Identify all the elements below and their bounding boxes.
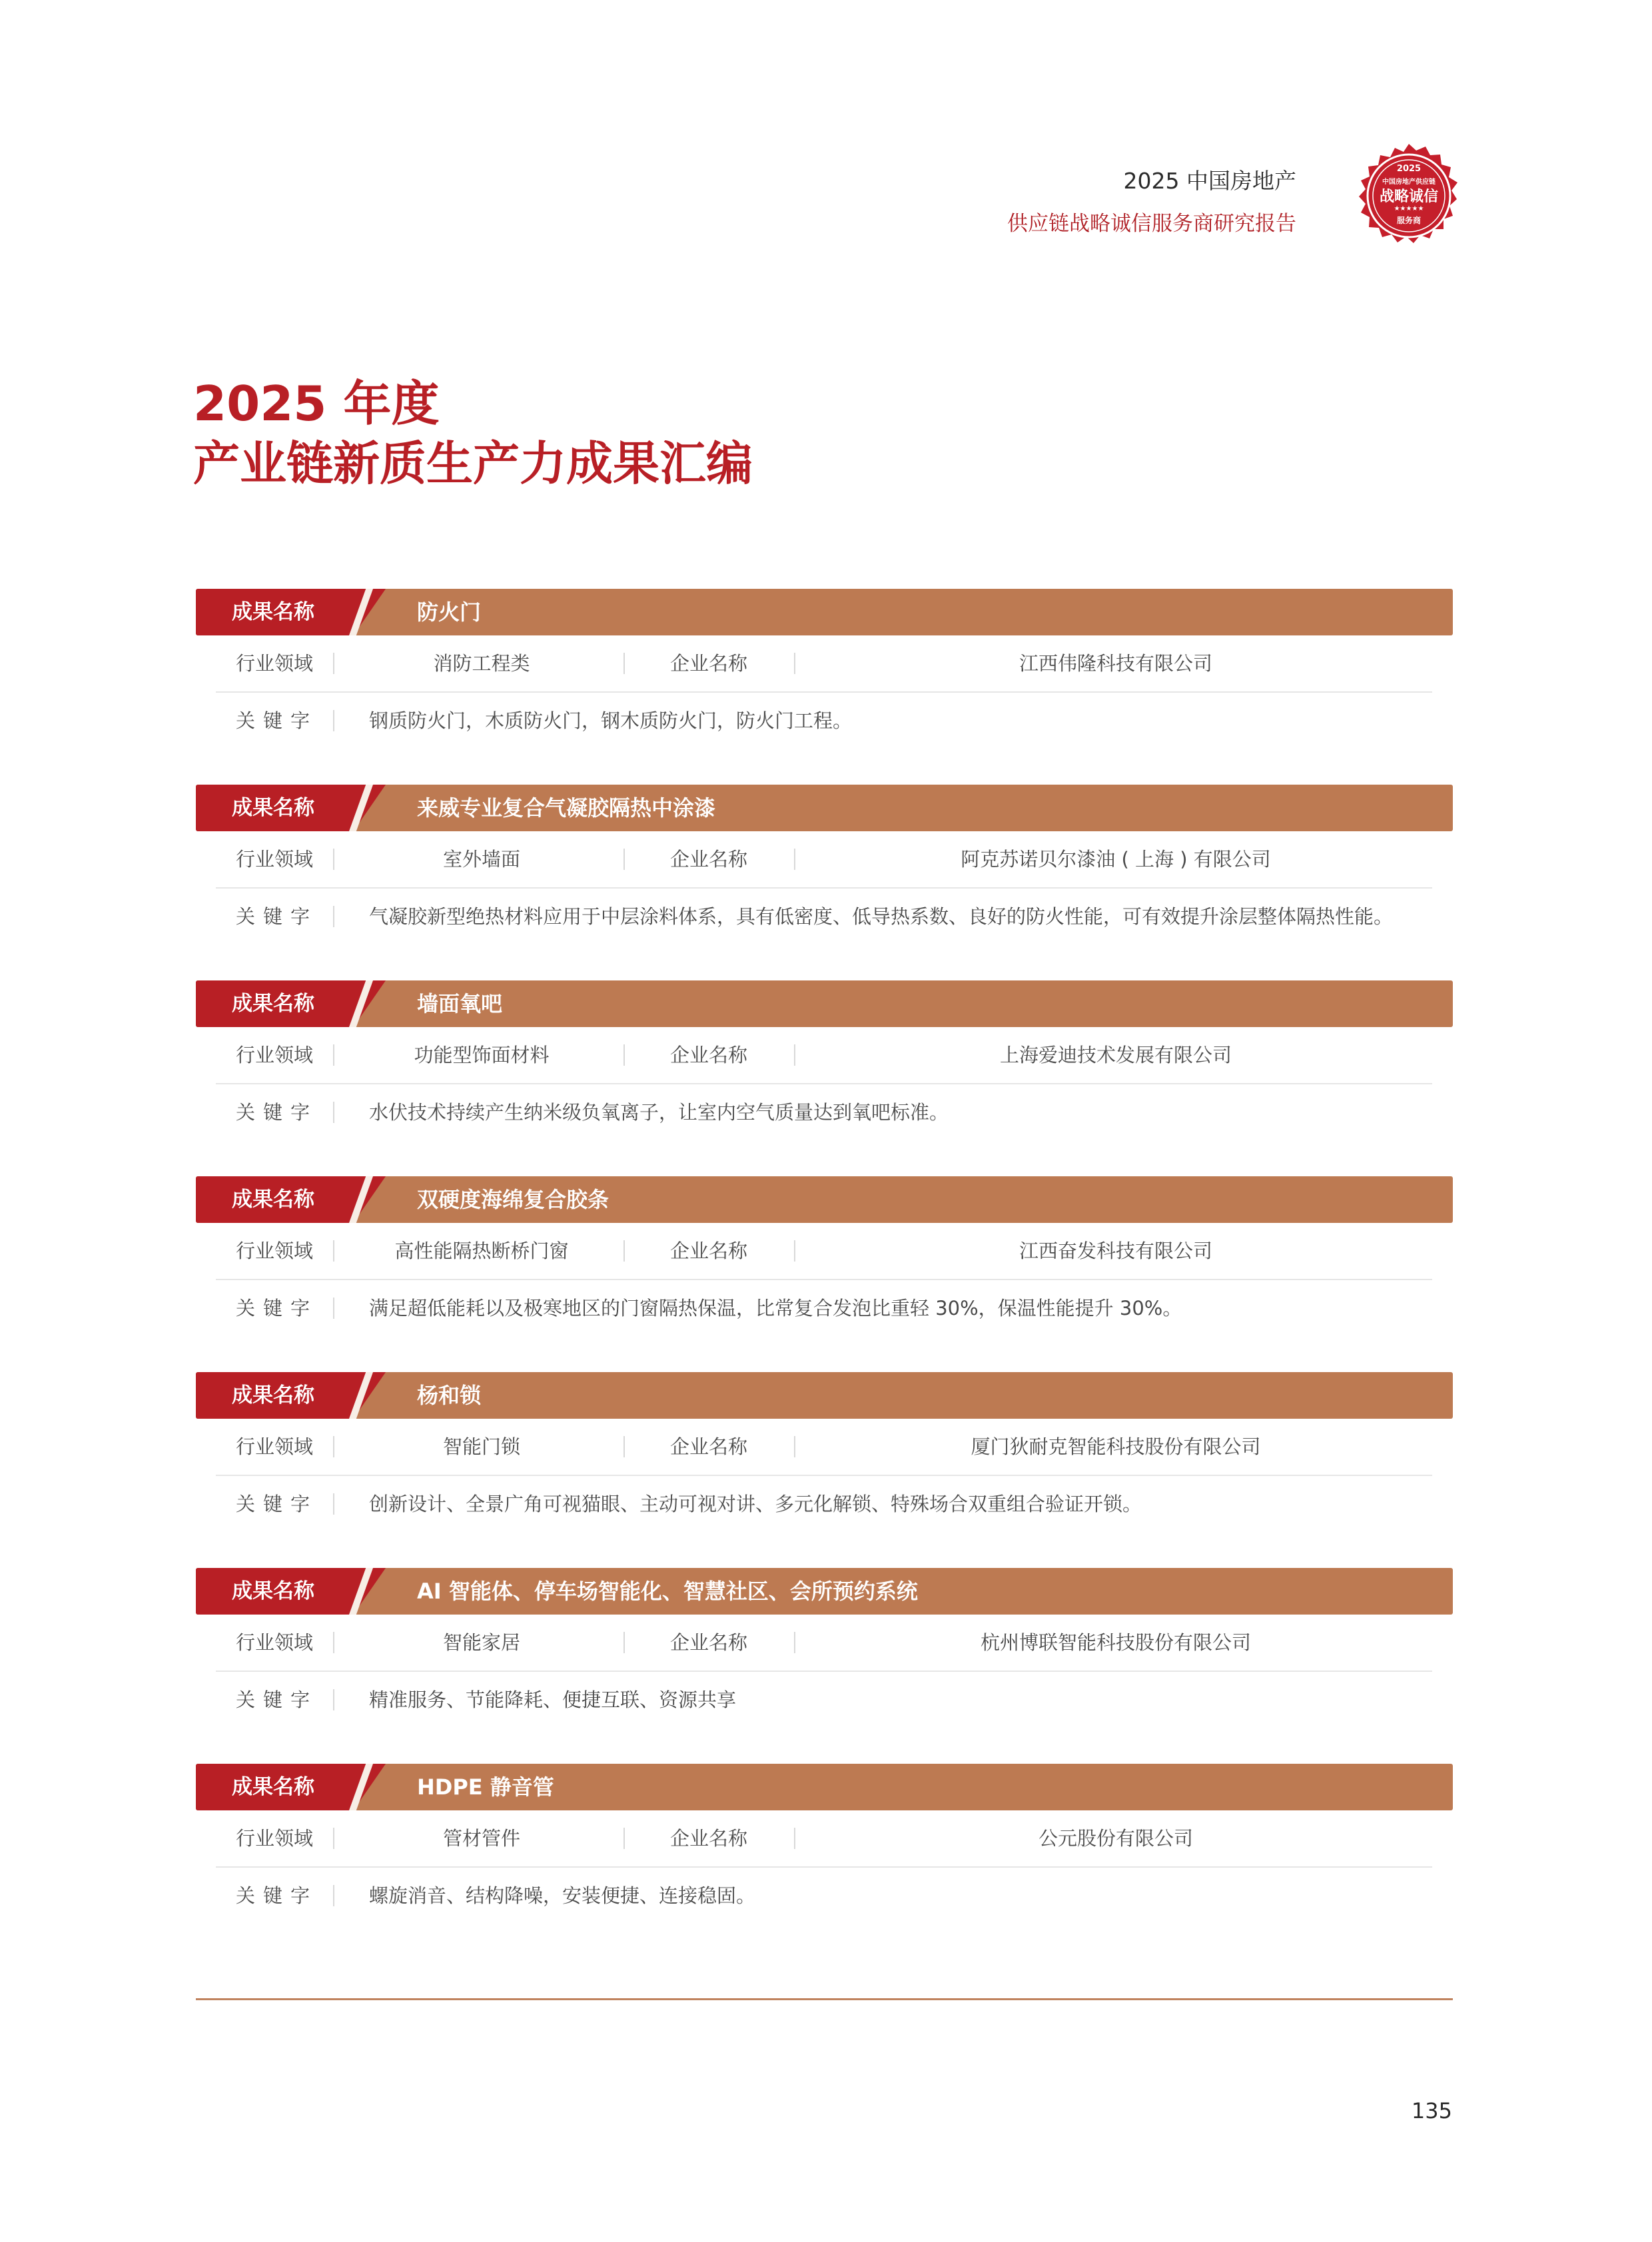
- record-name-band: [196, 1372, 1453, 1419]
- divider: [623, 1828, 625, 1849]
- divider: [333, 1885, 334, 1906]
- divider: [794, 1436, 795, 1457]
- record-keywords-row: [216, 889, 1432, 944]
- company-value: 公元股份有限公司: [1038, 1827, 1193, 1850]
- field-label: 行业领域: [236, 1631, 314, 1654]
- record-info-row: [216, 1419, 1432, 1476]
- record-card: [196, 1764, 1453, 1960]
- record-card: [196, 785, 1453, 980]
- field-label: 行业领域: [236, 1240, 314, 1262]
- field-label: 行业领域: [236, 1435, 314, 1458]
- record-card: [196, 1176, 1453, 1372]
- keywords-value: 气凝胶新型绝热材料应用于中层涂料体系，具有低密度、低导热系数、良好的防火性能，可有效提升涂层整体隔热性能。: [369, 905, 1394, 928]
- field-value: 功能型饰面材料: [414, 1044, 550, 1066]
- record-name: 来威专业复合气凝胶隔热中涂漆: [417, 795, 716, 821]
- field-label: 行业领域: [236, 848, 314, 871]
- divider: [333, 1632, 334, 1653]
- record-card: [196, 1568, 1453, 1764]
- company-label: 企业名称: [669, 1435, 747, 1458]
- company-value: 上海爱迪技术发展有限公司: [999, 1044, 1232, 1066]
- divider: [623, 1240, 625, 1262]
- record-keywords-row: [216, 1280, 1432, 1336]
- divider: [333, 1828, 334, 1849]
- bottom-rule: [196, 1998, 1453, 2000]
- keywords-value: 钢质防火门，木质防火门，钢木质防火门，防火门工程。: [369, 709, 853, 732]
- record-info-row: [216, 1223, 1432, 1280]
- record-info-row: [216, 1027, 1432, 1084]
- company-value: 阿克苏诺贝尔漆油 ( 上海 ) 有限公司: [961, 848, 1271, 871]
- record-name-label: 成果名称: [232, 992, 314, 1016]
- record-card: [196, 589, 1453, 785]
- record-name-label: 成果名称: [232, 600, 314, 624]
- keywords-label: 关键字: [236, 905, 318, 928]
- field-value: 高性能隔热断桥门窗: [394, 1240, 569, 1262]
- record-name-band: [196, 785, 1453, 831]
- divider: [333, 653, 334, 674]
- page-title-year: 2025 年度: [193, 376, 440, 432]
- record-name: 双硬度海绵复合胶条: [417, 1187, 610, 1212]
- divider: [623, 849, 625, 870]
- keywords-label: 关键字: [236, 1688, 318, 1711]
- divider: [333, 1493, 334, 1515]
- page-title: 产业链新质生产力成果汇编: [193, 436, 753, 491]
- divider: [794, 1240, 795, 1262]
- seal-bottom-text: 服务商: [1396, 216, 1421, 225]
- record-name-label: 成果名称: [232, 796, 314, 820]
- record-card: [196, 1372, 1453, 1568]
- field-label: 行业领域: [236, 1044, 314, 1066]
- divider: [333, 1240, 334, 1262]
- company-value: 杭州博联智能科技股份有限公司: [980, 1631, 1251, 1654]
- seal-year: 2025: [1396, 164, 1422, 174]
- company-value: 江西伟隆科技有限公司: [1019, 652, 1212, 675]
- record-name: 杨和锁: [417, 1383, 482, 1408]
- keywords-value: 精准服务、节能降耗、便捷互联、资源共享: [369, 1688, 737, 1711]
- field-value: 管材管件: [442, 1827, 520, 1850]
- divider: [333, 1436, 334, 1457]
- record-name-label: 成果名称: [232, 1383, 314, 1407]
- company-label: 企业名称: [669, 1044, 747, 1066]
- divider: [794, 1632, 795, 1653]
- keywords-value: 满足超低能耗以及极寒地区的门窗隔热保温，比常复合发泡比重轻 30%，保温性能提升 30%。: [369, 1297, 1182, 1319]
- record-name-band: [196, 980, 1453, 1027]
- record-name-label: 成果名称: [232, 1775, 314, 1799]
- divider: [333, 1689, 334, 1710]
- keywords-label: 关键字: [236, 1884, 318, 1907]
- record-name-label: 成果名称: [232, 1579, 314, 1603]
- company-label: 企业名称: [669, 1240, 747, 1262]
- company-value: 厦门狄耐克智能科技股份有限公司: [971, 1435, 1261, 1458]
- record-info-row: [216, 635, 1432, 693]
- company-label: 企业名称: [669, 652, 747, 675]
- divider: [333, 1298, 334, 1319]
- company-label: 企业名称: [669, 848, 747, 871]
- field-value: 智能门锁: [442, 1435, 520, 1458]
- divider: [794, 849, 795, 870]
- record-keywords-row: [216, 1476, 1432, 1532]
- record-name: AI 智能体、停车场智能化、智慧社区、会所预约系统: [417, 1579, 918, 1604]
- record-keywords-row: [216, 1084, 1432, 1140]
- seal-ring-text: 中国房地产供应链: [1382, 179, 1436, 186]
- divider: [333, 710, 334, 731]
- record-name-label: 成果名称: [232, 1188, 314, 1212]
- record-keywords-row: [216, 1672, 1432, 1728]
- record-card: [196, 980, 1453, 1176]
- record-name-band: [196, 1764, 1453, 1810]
- record-keywords-row: [216, 693, 1432, 749]
- company-label: 企业名称: [669, 1631, 747, 1654]
- divider: [333, 906, 334, 927]
- divider: [623, 1436, 625, 1457]
- record-info-row: [216, 831, 1432, 889]
- keywords-label: 关键字: [236, 1493, 318, 1515]
- record-info-row: [216, 1615, 1432, 1672]
- record-name-band: [196, 1176, 1453, 1223]
- divider: [623, 1044, 625, 1066]
- record-name: HDPE 静音管: [417, 1774, 554, 1800]
- seal-logo: [1352, 144, 1465, 257]
- company-label: 企业名称: [669, 1827, 747, 1850]
- divider: [794, 1044, 795, 1066]
- keywords-label: 关键字: [236, 709, 318, 732]
- record-info-row: [216, 1810, 1432, 1868]
- header-report-year: 2025 中国房地产: [1123, 168, 1296, 194]
- record-name: 防火门: [417, 599, 482, 625]
- field-value: 智能家居: [442, 1631, 520, 1654]
- keywords-value: 螺旋消音、结构降噪，安装便捷、连接稳固。: [369, 1884, 756, 1907]
- keywords-label: 关键字: [236, 1297, 318, 1319]
- divider: [794, 653, 795, 674]
- seal-main-text: 战略诚信: [1379, 188, 1438, 205]
- keywords-label: 关键字: [236, 1101, 318, 1124]
- record-name: 墙面氧吧: [417, 991, 503, 1016]
- company-value: 江西奋发科技有限公司: [1019, 1240, 1212, 1262]
- divider: [333, 849, 334, 870]
- keywords-value: 创新设计、全景广角可视猫眼、主动可视对讲、多元化解锁、特殊场合双重组合验证开锁。: [369, 1493, 1142, 1515]
- divider: [623, 1632, 625, 1653]
- field-label: 行业领域: [236, 1827, 314, 1850]
- field-value: 消防工程类: [433, 652, 530, 675]
- divider: [333, 1044, 334, 1066]
- header-report-title: 供应链战略诚信服务商研究报告: [1007, 212, 1296, 236]
- seal-stars: ★★★★★: [1394, 205, 1424, 212]
- divider: [794, 1828, 795, 1849]
- record-keywords-row: [216, 1868, 1432, 1924]
- field-label: 行业领域: [236, 652, 314, 675]
- page-number: 135: [1411, 2098, 1452, 2123]
- divider: [623, 653, 625, 674]
- records-list: [196, 589, 1453, 1960]
- keywords-value: 水伏技术持续产生纳米级负氧离子，让室内空气质量达到氧吧标准。: [369, 1101, 949, 1124]
- record-name-band: [196, 589, 1453, 635]
- field-value: 室外墙面: [442, 848, 520, 871]
- divider: [333, 1102, 334, 1123]
